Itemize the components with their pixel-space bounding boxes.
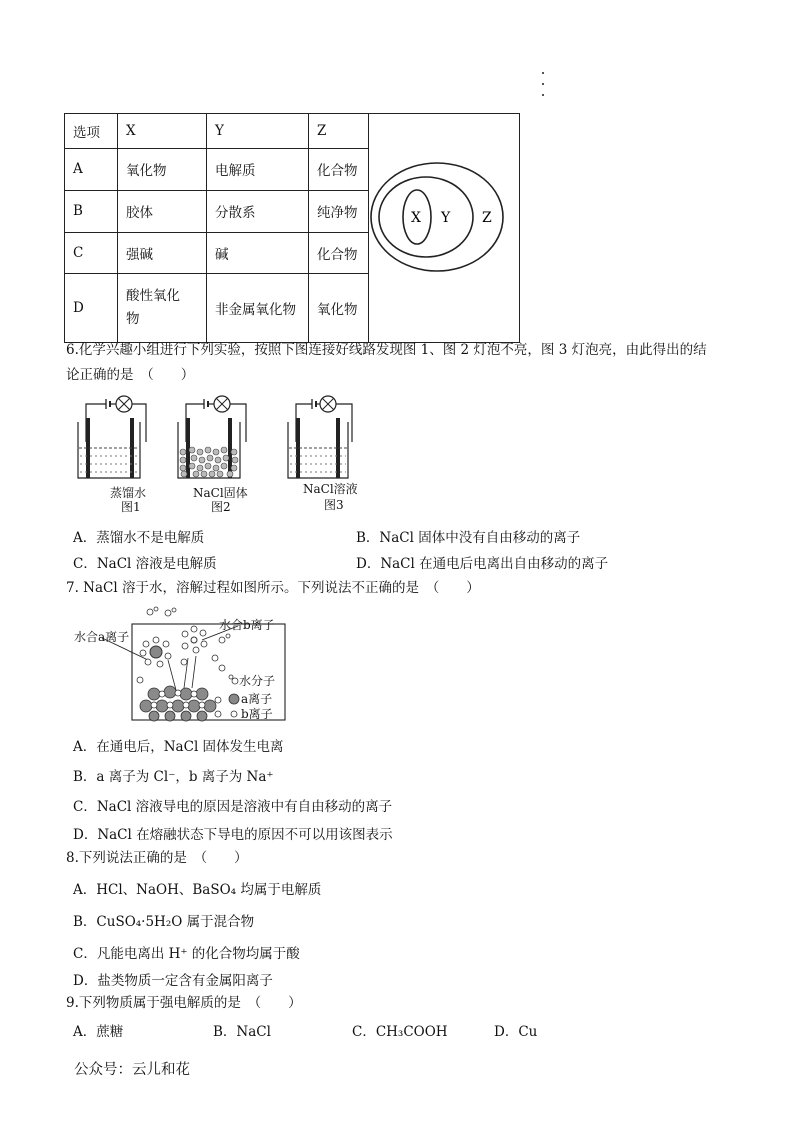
legend-b: b离子 <box>241 707 273 721</box>
table-cell: 氧化物 <box>118 148 207 190</box>
table-cell: 强碱 <box>118 232 207 274</box>
table-cell: 化合物 <box>309 148 369 190</box>
legend-a: a离子 <box>241 692 273 706</box>
q7-option-c: C．NaCl 溶液导电的原因是溶液中有自由移动的离子 <box>73 799 393 815</box>
legend-symbols <box>229 675 239 717</box>
circuit-fig3 <box>288 396 352 478</box>
q6-option-c: C．NaCl 溶液是电解质 <box>73 556 217 572</box>
table-header-option: 选项 <box>65 114 118 149</box>
q6-option-b: B．NaCl 固体中没有自由移动的离子 <box>356 530 581 546</box>
q8-option-c: C．凡能电离出 H⁺ 的化合物均属于酸 <box>73 946 300 962</box>
table-header-y: Y <box>207 114 309 149</box>
fig1-caption: 图1 <box>121 500 141 514</box>
q9-option-d: D．Cu <box>494 1024 538 1040</box>
fig3-label: NaCl溶液 <box>303 482 358 496</box>
fig2-caption: 图2 <box>211 500 231 514</box>
q8-option-d: D．盐类物质一定含有金属阳离子 <box>73 973 273 989</box>
table-cell: 碱 <box>207 232 309 274</box>
circuit-fig1 <box>78 396 146 478</box>
scan-dots <box>542 72 546 105</box>
q6-option-d: D．NaCl 在通电后电离出自由移动的离子 <box>356 556 609 572</box>
q8-option-b: B．CuSO₄·5H₂O 属于混合物 <box>73 914 255 930</box>
fig2-label: NaCl固体 <box>193 486 248 500</box>
label-hydrated-a: 水合a离子 <box>74 630 130 644</box>
q7-stem: 7. NaCl 溶于水，溶解过程如图所示。下列说法不正确的是 （ ） <box>66 580 480 596</box>
table-cell-text: 酸性氧化物 <box>126 288 180 328</box>
water-molecules-top <box>147 607 176 616</box>
venn-diagram-cell <box>369 114 520 343</box>
footer-wechat-account: 公众号：云儿和花 <box>74 1062 190 1078</box>
venn-diagram <box>369 114 519 338</box>
table-cell: B <box>65 190 118 232</box>
q9-stem: 9.下列物质属于强电解质的是 （ ） <box>66 995 302 1011</box>
fig1-label: 蒸馏水 <box>110 486 147 500</box>
venn-label-x: X <box>411 210 421 226</box>
legend-water: 水分子 <box>239 674 276 688</box>
q6-stem-line1: 6.化学兴趣小组进行下列实验，按照下图连接好线路发现图 1、图 2 灯泡不亮，图 3 灯泡亮，由此得出的结 <box>66 342 707 358</box>
table-cell: C <box>65 232 118 274</box>
table-cell: D <box>65 274 118 343</box>
venn-label-y: Y <box>441 210 451 226</box>
nacl-crystal <box>140 686 221 721</box>
q7-option-b: B．a 离子为 Cl⁻，b 离子为 Na⁺ <box>73 769 274 785</box>
fig3-caption: 图3 <box>324 498 344 512</box>
q8-option-a: A．HCl、NaOH、BaSO₄ 均属于电解质 <box>73 882 322 898</box>
q6-stem-line2: 论正确的是 （ ） <box>66 367 195 383</box>
q6-option-a: A．蒸馏水不是电解质 <box>73 530 205 546</box>
table-cell: 纯净物 <box>309 190 369 232</box>
table-cell: 分散系 <box>207 190 309 232</box>
circuit-fig2 <box>178 396 246 478</box>
table-cell <box>118 274 207 343</box>
q9-option-b: B．NaCl <box>213 1024 271 1040</box>
table-cell: 氧化物 <box>309 274 369 343</box>
q5-table <box>64 113 520 343</box>
venn-label-z: Z <box>482 210 492 226</box>
q9-option-a: A．蔗糖 <box>73 1024 124 1040</box>
table-cell: 化合物 <box>309 232 369 274</box>
table-cell: A <box>65 148 118 190</box>
table-cell: 电解质 <box>207 148 309 190</box>
venn-middle-ellipse-y <box>379 177 473 257</box>
q7-option-d: D．NaCl 在熔融状态下导电的原因不可以用该图表示 <box>73 827 393 843</box>
q9-option-c: C．CH₃COOH <box>352 1024 448 1040</box>
water-molecules-scattered <box>137 634 230 683</box>
q8-stem: 8.下列说法正确的是 （ ） <box>66 850 248 866</box>
table-cell: 非金属氧化物 <box>207 274 309 343</box>
table-header-x: X <box>118 114 207 149</box>
label-hydrated-b: 水合b离子 <box>219 618 275 632</box>
hydrated-a-ion <box>140 637 171 667</box>
table-cell: 胶体 <box>118 190 207 232</box>
table-header-z: Z <box>309 114 369 149</box>
q7-option-a: A．在通电后，NaCl 固体发生电离 <box>73 739 284 755</box>
